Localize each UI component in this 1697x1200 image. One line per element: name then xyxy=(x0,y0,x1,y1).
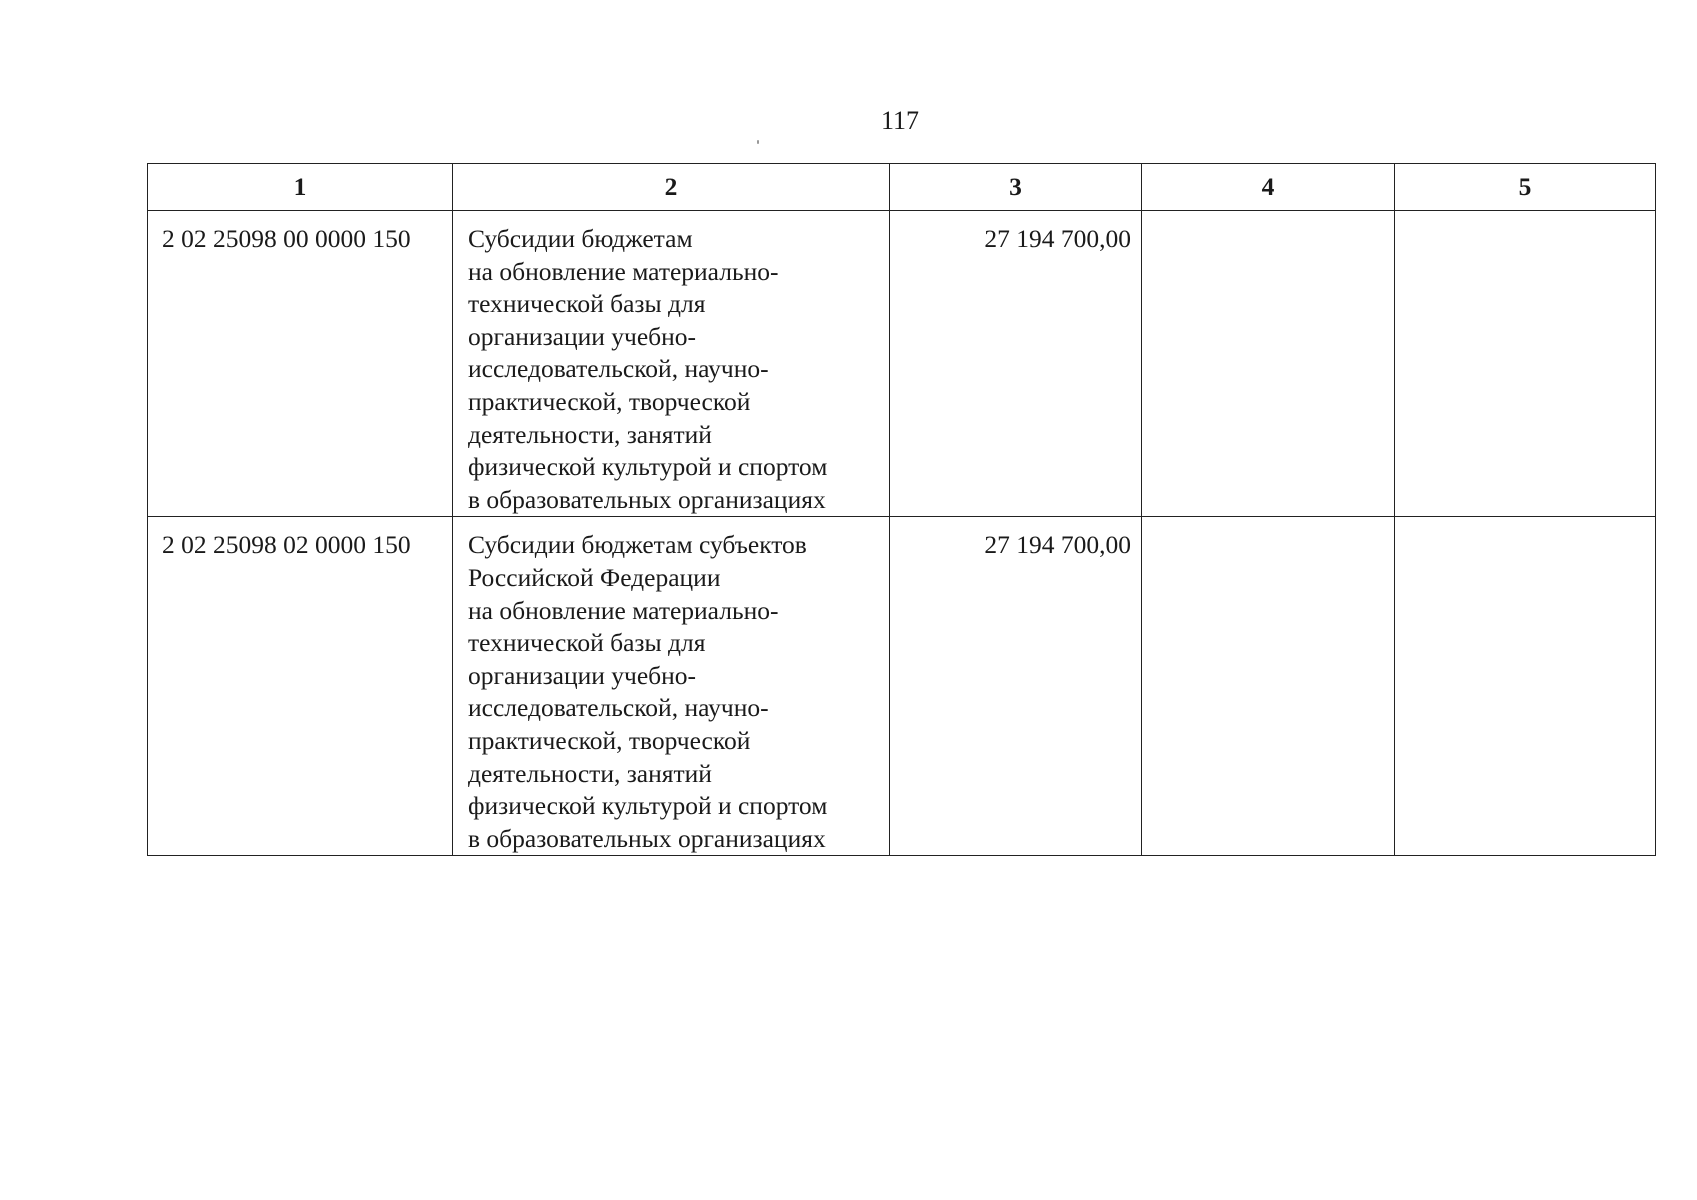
column-5-cell xyxy=(1395,517,1656,856)
amount-cell: 27 194 700,00 xyxy=(890,211,1142,517)
column-header-1: 1 xyxy=(148,164,453,211)
table-row xyxy=(148,517,1656,856)
budget-code-cell: 2 02 25098 00 0000 150 xyxy=(148,211,453,517)
budget-table xyxy=(147,163,1656,856)
column-header-5: 5 xyxy=(1395,164,1656,211)
column-4-cell xyxy=(1142,211,1395,517)
column-4-cell xyxy=(1142,517,1395,856)
scan-speck xyxy=(757,140,759,144)
column-header-2: 2 xyxy=(453,164,890,211)
amount-cell: 27 194 700,00 xyxy=(890,517,1142,856)
description-cell: Субсидии бюджетам субъектов Российской Федерации на обновление материально- технической базы для организации учебно- исследовательской, научно- практической, творческой деятельности, занятий физической культурой и спортом в образовательных организациях xyxy=(453,517,890,856)
column-header-3: 3 xyxy=(890,164,1142,211)
table-row xyxy=(148,211,1656,517)
page-number: 117 xyxy=(880,106,920,135)
column-header-4: 4 xyxy=(1142,164,1395,211)
column-5-cell xyxy=(1395,211,1656,517)
table-header-row xyxy=(148,164,1656,211)
description-cell: Субсидии бюджетам на обновление материально- технической базы для организации учебно- исследовательской, научно- практической, творческой деятельности, занятий физической культурой и спортом в образовательных организациях xyxy=(453,211,890,517)
budget-code-cell: 2 02 25098 02 0000 150 xyxy=(148,517,453,856)
